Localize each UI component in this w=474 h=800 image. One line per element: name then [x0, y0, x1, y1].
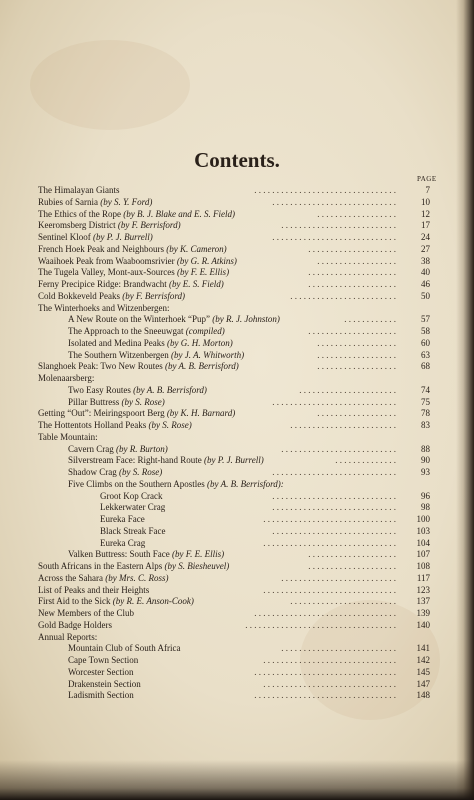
toc-page-number: 46 — [421, 279, 430, 289]
toc-entry-title: Five Climbs on the Southern Apostles — [68, 478, 205, 489]
toc-page-number: 103 — [416, 525, 430, 536]
toc-entry-title: South Africans in the Eastern Alps — [38, 561, 163, 571]
toc-leader-dots: . . . . . . . . . . . . . . . . . . — [317, 208, 396, 219]
toc-entry — [0, 397, 474, 408]
toc-entry-text — [38, 303, 169, 314]
toc-entry — [0, 467, 474, 478]
toc-entry-author: (by F. E. Ellis) — [176, 267, 230, 278]
toc-entry-title: Molenaarsberg: — [38, 373, 95, 383]
toc-page-number: 17 — [421, 220, 430, 231]
toc-entry — [0, 479, 474, 490]
toc-page-number: 58 — [421, 326, 430, 336]
toc-leader-dots: . . . . . . . . . . . . . . . . . . — [317, 361, 396, 372]
toc-leader-dots: . . . . . . . . . . . . . . . . . . — [317, 349, 396, 360]
toc-entry-text — [68, 643, 181, 654]
toc-entry — [0, 279, 474, 290]
toc-leader-dots: . . . . . . . . . . . . . . . . . . . . — [308, 279, 396, 289]
paper-stain — [30, 40, 190, 130]
toc-entry-title: Table Mountain: — [38, 431, 98, 442]
toc-leader-dots: . . . . . . . . . . . . . . . . . . . . . . . . . . . . — [272, 467, 396, 477]
toc-entry-title: Drakenstein Section — [68, 678, 141, 689]
toc-page-number: 24 — [421, 232, 430, 242]
toc-entry — [0, 244, 474, 255]
toc-entry-text — [38, 220, 181, 231]
toc-entry-text — [38, 373, 94, 384]
toc-page-number: 27 — [421, 243, 430, 254]
toc-entry-title: The Approach to the Sneeuwgat — [68, 326, 184, 336]
toc-entry — [0, 291, 474, 302]
toc-page-number: 68 — [421, 361, 430, 372]
toc-entry-title: Sentinel Kloof — [38, 232, 91, 242]
toc-entry-text — [38, 420, 192, 431]
toc-entry — [0, 209, 474, 220]
toc-leader-dots: . . . . . . . . . . . . . . . . . . . . . . . . . . . . . . — [263, 537, 396, 548]
toc-page-number: 75 — [421, 396, 430, 407]
toc-entry-text — [100, 502, 165, 513]
toc-entry-title: Shadow Crag — [68, 467, 117, 477]
toc-entry-text — [100, 491, 163, 502]
toc-entry — [0, 667, 474, 678]
toc-entry-author: (by R. Burton) — [115, 443, 168, 454]
toc-entry-text — [68, 314, 280, 325]
toc-page-number: 60 — [421, 337, 430, 348]
toc-leader-dots: . . . . . . . . . . . . . . . . . . . . . . . . . . . . . . . . — [254, 185, 396, 195]
toc-entry-text — [68, 397, 165, 408]
toc-entry-text — [38, 291, 185, 302]
toc-leader-dots: . . . . . . . . . . . . . . . . . . . . . . . . — [290, 420, 396, 430]
toc-entry — [0, 256, 474, 267]
toc-entry-text — [38, 232, 153, 243]
toc-entry-text — [38, 632, 97, 643]
toc-entry — [0, 585, 474, 596]
toc-entry — [0, 432, 474, 443]
toc-leader-dots: . . . . . . . . . . . . . . . . . . . . . . . . . . . . — [272, 502, 396, 513]
toc-entry-title: First Aid to the Sick — [38, 596, 111, 607]
toc-entry-title: The Hottentots Holland Peaks — [38, 420, 147, 430]
toc-entry — [0, 385, 474, 396]
toc-entry-text — [68, 679, 141, 690]
toc-entry — [0, 303, 474, 314]
toc-leader-dots: . . . . . . . . . . . . . . . . . . . . . . . . . . . . — [272, 525, 396, 536]
toc-entry — [0, 573, 474, 584]
toc-page-number: 74 — [421, 384, 430, 395]
toc-leader-dots: . . . . . . . . . . . . . . . . . . . . — [308, 243, 396, 254]
toc-leader-dots: . . . . . . . . . . . . . . . . . . . . . . . . . . . . — [272, 490, 396, 501]
toc-entry-author: (by P. J. Burrell) — [93, 232, 153, 242]
toc-leader-dots: . . . . . . . . . . . . . . . . . . — [317, 408, 396, 419]
toc-leader-dots: . . . . . . . . . . . . . . . . . . — [317, 337, 396, 348]
toc-entry — [0, 538, 474, 549]
toc-page-number: 145 — [416, 666, 430, 677]
toc-page-number: 7 — [425, 185, 430, 195]
toc-entry — [0, 526, 474, 537]
toc-entry-author: (by S. Rose) — [148, 420, 192, 430]
toc-page-number: 40 — [421, 267, 430, 278]
toc-entry — [0, 326, 474, 337]
toc-page-number: 137 — [416, 596, 430, 607]
toc-entry-text — [38, 244, 227, 255]
toc-entry — [0, 679, 474, 690]
toc-page-number: 83 — [421, 420, 430, 430]
toc-entry-title: Silverstream Face: Right-hand Route — [68, 455, 202, 466]
toc-page-number: 147 — [416, 678, 430, 689]
toc-entry-title: The Tugela Valley, Mont-aux-Sources — [38, 267, 175, 278]
toc-leader-dots: . . . . . . . . . . . . . . . . . . . . . . . . . . — [281, 443, 396, 454]
toc-page-number: 107 — [416, 549, 430, 560]
toc-entry-text — [68, 479, 284, 490]
toc-entry-author: (by A. B. Berrisford): — [207, 478, 284, 489]
toc-entry — [0, 596, 474, 607]
toc-entry — [0, 197, 474, 208]
toc-entry — [0, 361, 474, 372]
toc-entry-text — [100, 514, 145, 525]
toc-entry-author: (by E. S. Field) — [168, 279, 224, 289]
toc-leader-dots: . . . . . . . . . . . . . . . . . . . . — [308, 267, 396, 278]
toc-leader-dots: . . . . . . . . . . . . . . . . . . . . . . . . — [290, 596, 396, 607]
toc-entry-text — [38, 361, 239, 372]
toc-entry-author: (by K. H. Barnard) — [166, 408, 236, 419]
toc-entry-text — [38, 197, 152, 208]
toc-entry-text — [38, 267, 229, 278]
toc-entry-text — [68, 444, 168, 455]
toc-page-number: 63 — [421, 349, 430, 360]
toc-page-number: 140 — [416, 619, 430, 630]
toc-entry-title: Keeromsberg District — [38, 220, 116, 231]
toc-entry — [0, 420, 474, 431]
toc-entry-author: (by A. B. Berrisford) — [164, 361, 239, 372]
toc-page-number: 50 — [421, 290, 430, 301]
toc-entry — [0, 373, 474, 384]
toc-leader-dots: . . . . . . . . . . . . . . . . . . . . . . — [299, 384, 396, 395]
toc-entry-author: (by F. Berrisford) — [122, 290, 185, 301]
toc-entry-text — [68, 326, 225, 337]
toc-entry-title: The Himalayan Giants — [38, 185, 120, 195]
toc-entry-text — [38, 256, 237, 267]
toc-entry — [0, 620, 474, 631]
toc-entry — [0, 655, 474, 666]
toc-page-number: 96 — [421, 490, 430, 501]
toc-entry — [0, 220, 474, 231]
toc-entry-title: Gold Badge Holders — [38, 619, 112, 630]
toc-entry-text — [38, 596, 194, 607]
toc-entry-text — [68, 690, 134, 701]
toc-entry-text — [38, 432, 98, 443]
toc-entry-title: Pillar Buttress — [68, 396, 120, 407]
toc-entry-text — [68, 655, 138, 666]
toc-entry-title: Black Streak Face — [100, 525, 166, 536]
toc-entry-text — [38, 561, 229, 572]
toc-entry — [0, 643, 474, 654]
toc-entry-title: The Winterhoeks and Witzenbergen: — [38, 302, 170, 313]
toc-entry-title: Groot Kop Crack — [100, 490, 163, 501]
toc-leader-dots: . . . . . . . . . . . . . . . . . . . . . . . . . . . . . . . . — [254, 666, 396, 677]
toc-page-number: 148 — [416, 690, 430, 701]
toc-entry-text — [68, 667, 134, 678]
toc-entry-author: (by S. Y. Ford) — [100, 196, 153, 207]
toc-entry-title: Valken Buttress: South Face — [68, 549, 170, 560]
toc-entry-title: Eureka Crag — [100, 537, 146, 548]
toc-entry-text — [68, 350, 244, 361]
toc-entry — [0, 314, 474, 325]
toc-entry-title: Slanghoek Peak: Two New Routes — [38, 361, 163, 372]
toc-entry-title: New Members of the Club — [38, 608, 134, 618]
toc-entry-text — [38, 585, 149, 596]
toc-entry — [0, 444, 474, 455]
toc-entry — [0, 455, 474, 466]
toc-entry-text — [68, 467, 162, 478]
toc-page-number: 88 — [421, 443, 430, 454]
toc-entry-title: The Ethics of the Rope — [38, 208, 121, 219]
toc-entry-title: List of Peaks and their Heights — [38, 584, 150, 595]
toc-entry-author: (by S. Rose) — [119, 467, 163, 477]
toc-entry-text — [38, 209, 235, 220]
toc-entry-text — [100, 526, 165, 537]
toc-leader-dots: . . . . . . . . . . . . . . — [335, 455, 396, 466]
toc-page-number: 12 — [421, 208, 430, 219]
toc-entry — [0, 338, 474, 349]
toc-entry-text — [38, 408, 235, 419]
toc-entry-text — [68, 455, 264, 466]
toc-entry-title: A New Route on the Winterhoek “Pup” — [68, 314, 210, 325]
toc-entry-title: Ferny Precipice Ridge: Brandwacht — [38, 279, 167, 289]
toc-entry-title: Cape Town Section — [68, 655, 139, 665]
toc-entry — [0, 561, 474, 572]
toc-entry-title: Waaihoek Peak from Waaboomsrivier — [38, 255, 175, 266]
toc-leader-dots: . . . . . . . . . . . . . . . . . . . . . . . . . . . . — [272, 232, 396, 242]
toc-leader-dots: . . . . . . . . . . . . . . . . . . . . . . . . . . — [281, 572, 396, 583]
toc-leader-dots: . . . . . . . . . . . . — [344, 314, 396, 325]
toc-entry — [0, 185, 474, 196]
toc-entry — [0, 267, 474, 278]
toc-entry-title: Cold Bokkeveld Peaks — [38, 290, 120, 301]
toc-leader-dots: . . . . . . . . . . . . . . . . . . . . . . . . . . . . . . . . — [254, 690, 396, 701]
toc-leader-dots: . . . . . . . . . . . . . . . . . . . . . . . . . . . . . . — [263, 678, 396, 689]
toc-entry-author: (by R. J. Johnston) — [212, 314, 280, 325]
toc-entry-title: Eureka Face — [100, 514, 145, 524]
toc-page-number: 108 — [416, 561, 430, 571]
toc-page-number: 123 — [416, 584, 430, 595]
toc-entry-author: (by S. Rose) — [121, 396, 165, 407]
toc-entry-author: (by F. Berrisford) — [117, 220, 181, 231]
toc-entry — [0, 690, 474, 701]
toc-leader-dots: . . . . . . . . . . . . . . . . . . . . — [308, 326, 396, 336]
toc-page-number: 100 — [416, 514, 430, 524]
page-bottom-shadow — [0, 760, 474, 800]
toc-entry-text — [38, 185, 119, 196]
toc-page-number: 104 — [416, 537, 430, 548]
toc-entry-title: Across the Sahara — [38, 572, 103, 583]
toc-page-number: 139 — [416, 608, 430, 618]
toc-entry-title: Getting “Out”: Meiringspoort Berg — [38, 408, 165, 419]
toc-entry-text — [68, 338, 233, 349]
toc-leader-dots: . . . . . . . . . . . . . . . . . . . . . . . . . . . . . . — [263, 584, 396, 595]
toc-entry-title: Two Easy Routes — [68, 384, 131, 395]
toc-page-number: 78 — [421, 408, 430, 419]
toc-leader-dots: . . . . . . . . . . . . . . . . . . . . . . . . . . . . . . . . — [254, 608, 396, 618]
toc-entry-text — [68, 385, 207, 396]
toc-entry-author: (compiled) — [185, 326, 225, 336]
toc-entry-author: (by G. H. Morton) — [166, 337, 233, 348]
toc-entry-author: (by J. A. Whitworth) — [171, 349, 245, 360]
toc-entry-title: Ladismith Section — [68, 690, 134, 701]
toc-entry-author: (by B. J. Blake and E. S. Field) — [123, 208, 235, 219]
toc-entry-text — [100, 538, 145, 549]
toc-page-number: 10 — [421, 196, 430, 207]
toc-leader-dots: . . . . . . . . . . . . . . . . . . . . . . . . . . . . — [272, 196, 396, 207]
toc-page-number: 141 — [416, 643, 430, 654]
toc-entry-text — [38, 573, 168, 584]
toc-entry-author: (by A. B. Berrisford) — [133, 384, 207, 395]
toc-page-number: 117 — [416, 572, 430, 583]
toc-page-number: 93 — [421, 467, 430, 477]
toc-leader-dots: . . . . . . . . . . . . . . . . . . . . . . . . . . . . . . — [263, 514, 396, 524]
toc-entry-author: (by F. E. Ellis) — [172, 549, 225, 560]
toc-leader-dots: . . . . . . . . . . . . . . . . . . . . . . . . . . . . . . . . . . — [245, 619, 396, 630]
toc-entry-text — [38, 620, 112, 631]
toc-entry-author: (by Mrs. C. Ross) — [105, 572, 169, 583]
toc-page-number: 57 — [421, 314, 430, 325]
toc-entry-title: Worcester Section — [68, 666, 134, 677]
toc-entry-author: (by K. Cameron) — [166, 243, 227, 254]
toc-leader-dots: . . . . . . . . . . . . . . . . . . — [317, 255, 396, 266]
toc-entry-title: Cavern Crag — [68, 443, 114, 454]
toc-entry — [0, 350, 474, 361]
toc-entry — [0, 608, 474, 619]
toc-entry — [0, 491, 474, 502]
toc-entry — [0, 408, 474, 419]
toc-entry — [0, 502, 474, 513]
toc-leader-dots: . . . . . . . . . . . . . . . . . . . . — [308, 549, 396, 560]
toc-entry-title: The Southern Witzenbergen — [68, 349, 169, 360]
toc-page-number: 98 — [421, 502, 430, 513]
toc-leader-dots: . . . . . . . . . . . . . . . . . . . . . . . . . . — [281, 220, 396, 231]
toc-entry — [0, 232, 474, 243]
toc-page-number: 142 — [416, 655, 430, 665]
toc-entry-title: Rubies of Sarnia — [38, 196, 98, 207]
toc-entry-title: Isolated and Medina Peaks — [68, 337, 165, 348]
toc-leader-dots: . . . . . . . . . . . . . . . . . . . . . . . . . . . . — [272, 396, 396, 407]
toc-entry — [0, 514, 474, 525]
toc-entry-text — [68, 549, 224, 560]
toc-entry-author: (by R. E. Anson-Cook) — [112, 596, 194, 607]
toc-entry-author: (by G. R. Atkins) — [176, 255, 237, 266]
toc-leader-dots: . . . . . . . . . . . . . . . . . . . . — [308, 561, 396, 571]
page-column-header: PAGE — [417, 175, 437, 183]
toc-entry-title: French Hoek Peak and Neighbours — [38, 243, 164, 254]
toc-page-number: 38 — [421, 255, 430, 266]
toc-leader-dots: . . . . . . . . . . . . . . . . . . . . . . . . . . — [281, 643, 396, 654]
toc-leader-dots: . . . . . . . . . . . . . . . . . . . . . . . . . . . . . . — [263, 655, 396, 665]
toc-entry-author: (by P. J. Burrell) — [203, 455, 264, 466]
toc-entry-text — [38, 608, 134, 619]
toc-leader-dots: . . . . . . . . . . . . . . . . . . . . . . . . — [290, 290, 396, 301]
toc-entry — [0, 549, 474, 560]
toc-entry-author: (by S. Biesheuvel) — [164, 561, 230, 571]
toc-entry — [0, 632, 474, 643]
page-title: Contents. — [194, 148, 280, 172]
toc-page-number: 90 — [421, 455, 430, 466]
toc-entry-title: Lekkerwater Crag — [100, 502, 166, 513]
toc-entry-text — [38, 279, 224, 290]
toc-entry-title: Annual Reports: — [38, 631, 98, 642]
toc-entry-title: Mountain Club of South Africa — [68, 643, 181, 654]
